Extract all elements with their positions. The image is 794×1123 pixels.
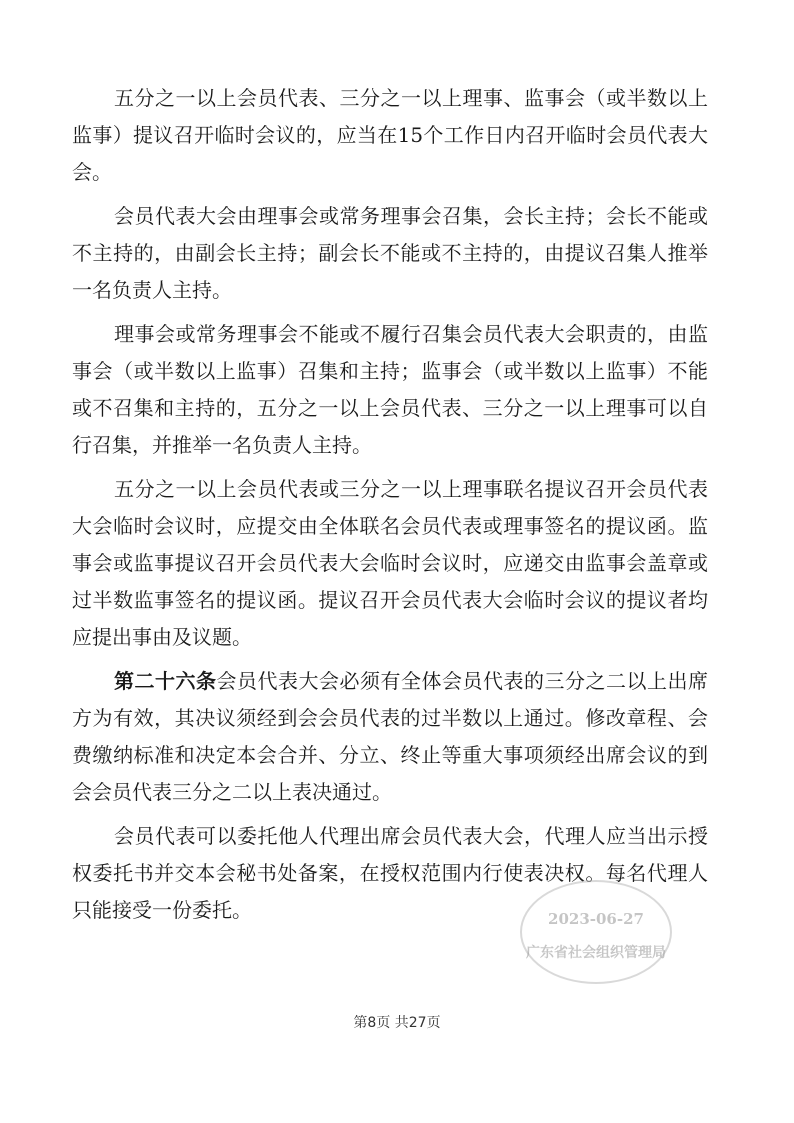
page-number-footer: 第8页 共27页 [353, 1015, 441, 1031]
article-heading: 第二十六条 [114, 669, 217, 693]
document-body [72, 80, 708, 936]
paragraph-4 [72, 471, 708, 656]
paragraph-text: 五分之一以上会员代表或三分之一以上理事联名提议召开会员代表大会临时会议时，应提交由全体联名会员代表或理事签名的提议函。监事会或监事提议召开会员代表大会临时会议时，应递交由监事会盖章或过半数监事签名的提议函。提议召开会员代表大会临时会议的提议者均应提出事由及议题。 [72, 477, 708, 649]
official-seal-stamp [520, 880, 672, 984]
paragraph-1 [72, 80, 708, 191]
paragraph-text: 理事会或常务理事会不能或不履行召集会员代表大会职责的，由监事会（或半数以上监事）召集和主持；监事会（或半数以上监事）不能或不召集和主持的，五分之一以上会员代表、三分之一以上理事可以自行召集，并推举一名负责人主持。 [72, 322, 708, 457]
paragraph-text: 会员代表大会由理事会或常务理事会召集，会长主持；会长不能或不主持的，由副会长主持；副会长不能或不主持的，由提议召集人推举一名负责人主持。 [72, 204, 708, 302]
stamp-organization: 广东省社会组织管理局 [526, 945, 666, 961]
paragraph-3 [72, 316, 708, 464]
paragraph-5 [72, 663, 708, 811]
paragraph-2 [72, 198, 708, 309]
stamp-date: 2023-06-27 [548, 910, 644, 928]
paragraph-text: 会员代表大会必须有全体会员代表的三分之二以上出席方为有效，其决议须经到会会员代表的过半数以上通过。修改章程、会费缴纳标准和决定本会合并、分立、终止等重大事项须经出席会议的到会会员代表三分之二以上表决通过。 [72, 669, 708, 804]
paragraph-text: 会员代表可以委托他人代理出席会员代表大会，代理人应当出示授权委托书并交本会秘书处备案，在授权范围内行使表决权。每名代理人只能接受一份委托。 [72, 824, 708, 922]
paragraph-text: 五分之一以上会员代表、三分之一以上理事、监事会（或半数以上监事）提议召开临时会议的，应当在15个工作日内召开临时会员代表大会。 [72, 86, 708, 184]
